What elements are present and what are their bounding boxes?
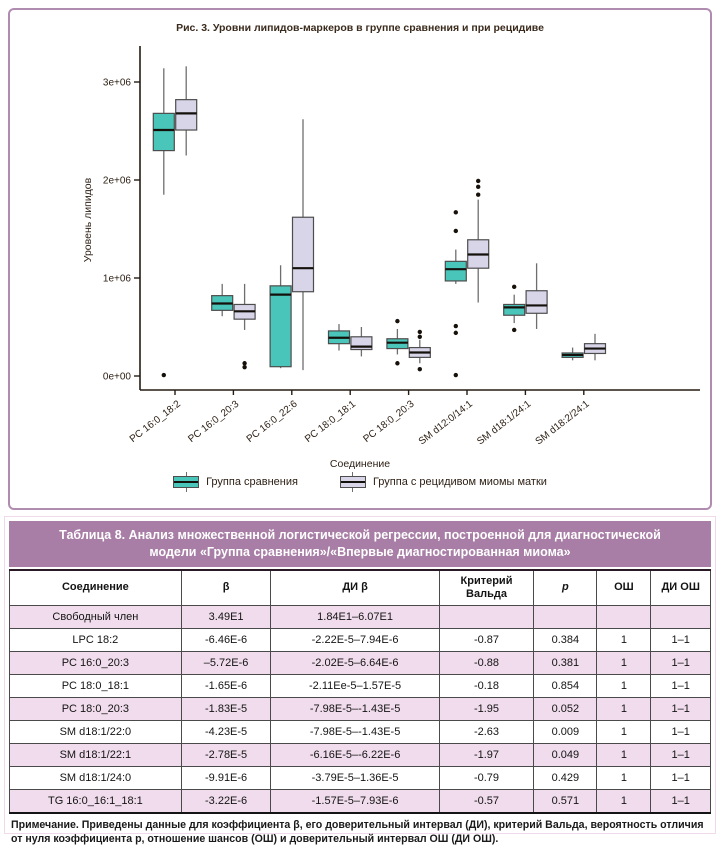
figure-title: Рис. 3. Уровни липидов-маркеров в группе сравнения и при рецидиве bbox=[176, 22, 544, 34]
cell: -0.87 bbox=[439, 628, 534, 651]
cell: 1–1 bbox=[651, 697, 711, 720]
table-section bbox=[4, 516, 716, 846]
outlier-dot bbox=[512, 285, 516, 289]
col-header-p: p bbox=[534, 570, 597, 606]
col-header-wald: Критерий Вальда bbox=[439, 570, 534, 606]
legend-label: Группа сравнения bbox=[206, 476, 298, 488]
table-title: Таблица 8. Анализ множественной логистической регрессии, построенной для диагностической модели «Группа сравнения»/«Впервые диагностированная миома» bbox=[9, 521, 711, 567]
cell: -3.22E-6 bbox=[181, 789, 271, 813]
outlier-dot bbox=[476, 193, 480, 197]
outlier-dot bbox=[454, 324, 458, 328]
box bbox=[176, 100, 197, 130]
cell: 0.384 bbox=[534, 628, 597, 651]
col-header-or: ОШ bbox=[597, 570, 651, 606]
cell: -1.57E-5–7.93E-6 bbox=[271, 789, 439, 813]
cell: 1–1 bbox=[651, 743, 711, 766]
legend-item-comparison-group bbox=[173, 472, 298, 492]
outlier-dot bbox=[476, 185, 480, 189]
cell: 1–1 bbox=[651, 628, 711, 651]
outlier-dot bbox=[395, 319, 399, 323]
table-row bbox=[10, 605, 711, 628]
outlier-dot bbox=[454, 210, 458, 214]
legend-item-relapse-group bbox=[340, 472, 547, 492]
cell: -6.46E-6 bbox=[181, 628, 271, 651]
col-header-ci-beta: ДИ β bbox=[271, 570, 439, 606]
cell: -9.91E-6 bbox=[181, 766, 271, 789]
cell: 0.571 bbox=[534, 789, 597, 813]
cell: -0.18 bbox=[439, 674, 534, 697]
boxplot-glyph-icon bbox=[340, 472, 366, 492]
x-tick-label: PC 16:0_18:2 bbox=[127, 398, 183, 446]
cell: -1.97 bbox=[439, 743, 534, 766]
box bbox=[526, 291, 547, 314]
cell: PC 18:0_18:1 bbox=[10, 674, 182, 697]
cell: 1 bbox=[597, 766, 651, 789]
cell: SM d18:1/22:0 bbox=[10, 720, 182, 743]
cell: -0.57 bbox=[439, 789, 534, 813]
cell: 1–1 bbox=[651, 674, 711, 697]
table-row bbox=[10, 674, 711, 697]
cell bbox=[439, 605, 534, 628]
outlier-dot bbox=[418, 367, 422, 371]
cell: -0.79 bbox=[439, 766, 534, 789]
outlier-dot bbox=[454, 373, 458, 377]
cell: 1 bbox=[597, 789, 651, 813]
cell: -6.16E-5–-6.22E-6 bbox=[271, 743, 439, 766]
cell: 1 bbox=[597, 720, 651, 743]
cell: 0.052 bbox=[534, 697, 597, 720]
cell: SM d18:1/22:1 bbox=[10, 743, 182, 766]
cell: -7.98E-5–-1.43E-5 bbox=[271, 720, 439, 743]
cell: -3.79E-5–1.36E-5 bbox=[271, 766, 439, 789]
cell bbox=[651, 605, 711, 628]
col-header-compound: Соединение bbox=[10, 570, 182, 606]
y-axis-label: Уровень липидов bbox=[82, 177, 94, 263]
cell: 1.84E1–6.07E1 bbox=[271, 605, 439, 628]
x-tick-label: PC 16:0_22:6 bbox=[244, 398, 300, 446]
legend-label: Группа с рецидивом миомы матки bbox=[372, 476, 547, 488]
cell: PC 16:0_20:3 bbox=[10, 651, 182, 674]
outlier-dot bbox=[162, 373, 166, 377]
cell: TG 16:0_16:1_18:1 bbox=[10, 789, 182, 813]
cell: 1–1 bbox=[651, 789, 711, 813]
cell: –5.72E-6 bbox=[181, 651, 271, 674]
cell: 1–1 bbox=[651, 651, 711, 674]
cell: 0.854 bbox=[534, 674, 597, 697]
cell: -1.83E-5 bbox=[181, 697, 271, 720]
table-row bbox=[10, 743, 711, 766]
cell: LPC 18:2 bbox=[10, 628, 182, 651]
outlier-dot bbox=[512, 328, 516, 332]
col-header-ci-or: ДИ ОШ bbox=[651, 570, 711, 606]
y-tick-label: 2e+06 bbox=[102, 175, 131, 187]
y-tick-label: 3e+06 bbox=[102, 77, 131, 89]
cell: -2.02E-5–6.64E-6 bbox=[271, 651, 439, 674]
table-header-row bbox=[10, 570, 711, 606]
cell: 1 bbox=[597, 651, 651, 674]
chart-legend bbox=[10, 472, 710, 492]
table-row bbox=[10, 651, 711, 674]
x-axis-title: Соединение bbox=[329, 458, 391, 470]
x-tick-label: SM d18:2/24:1 bbox=[533, 398, 592, 448]
outlier-dot bbox=[476, 179, 480, 183]
cell: -1.65E-6 bbox=[181, 674, 271, 697]
box bbox=[270, 286, 291, 367]
cell: -2.63 bbox=[439, 720, 534, 743]
boxplot-glyph-icon bbox=[173, 472, 199, 492]
outlier-dot bbox=[242, 365, 246, 369]
cell: 0.429 bbox=[534, 766, 597, 789]
cell: 0.009 bbox=[534, 720, 597, 743]
cell: 1 bbox=[597, 628, 651, 651]
cell: PC 18:0_20:3 bbox=[10, 697, 182, 720]
table-row bbox=[10, 628, 711, 651]
cell: 0.049 bbox=[534, 743, 597, 766]
table-row bbox=[10, 720, 711, 743]
y-tick-label: 1e+06 bbox=[102, 273, 131, 285]
cell: 1–1 bbox=[651, 720, 711, 743]
box bbox=[445, 261, 466, 281]
outlier-dot bbox=[454, 331, 458, 335]
col-header-beta: β bbox=[181, 570, 271, 606]
cell: 1 bbox=[597, 743, 651, 766]
table-row bbox=[10, 697, 711, 720]
cell: -1.95 bbox=[439, 697, 534, 720]
cell: -2.78E-5 bbox=[181, 743, 271, 766]
box bbox=[293, 217, 314, 291]
table-row bbox=[10, 766, 711, 789]
cell: SM d18:1/24:0 bbox=[10, 766, 182, 789]
outlier-dot bbox=[454, 229, 458, 233]
cell: 1–1 bbox=[651, 766, 711, 789]
boxplot-svg bbox=[10, 10, 708, 462]
cell: Свободный член bbox=[10, 605, 182, 628]
table-note: Примечание. Приведены данные для коэффициента β, его доверительный интервал (ДИ), критерий Вальда, вероятность отличия от нуля коэффициента p, отношение шансов (ОШ) и доверительный интервал ОШ (ДИ ОШ). bbox=[11, 818, 704, 846]
cell: 1 bbox=[597, 697, 651, 720]
box bbox=[153, 113, 174, 150]
x-tick-label: PC 18:0_20:3 bbox=[361, 398, 417, 446]
outlier-dot bbox=[418, 330, 422, 334]
outlier-dot bbox=[395, 361, 399, 365]
figure-panel bbox=[8, 8, 712, 510]
cell: 0.381 bbox=[534, 651, 597, 674]
cell bbox=[597, 605, 651, 628]
x-tick-label: PC 16:0_20:3 bbox=[186, 398, 242, 446]
outlier-dot bbox=[242, 361, 246, 365]
cell: -0.88 bbox=[439, 651, 534, 674]
cell: -2.11Ee-5–1.57E-5 bbox=[271, 674, 439, 697]
cell: 1 bbox=[597, 674, 651, 697]
x-tick-label: SM d18:1/24:1 bbox=[475, 398, 534, 448]
outlier-dot bbox=[418, 335, 422, 339]
cell: -4.23E-5 bbox=[181, 720, 271, 743]
x-tick-label: PC 18:0_18:1 bbox=[303, 398, 359, 446]
x-tick-label: SM d12:0/14:1 bbox=[416, 398, 475, 448]
regression-table bbox=[9, 569, 711, 814]
table-row bbox=[10, 789, 711, 813]
box bbox=[504, 304, 525, 315]
cell: -7.98E-5–-1.43E-5 bbox=[271, 697, 439, 720]
cell: -2.22E-5–7.94E-6 bbox=[271, 628, 439, 651]
cell: 3.49E1 bbox=[181, 605, 271, 628]
cell bbox=[534, 605, 597, 628]
y-tick-label: 0e+00 bbox=[102, 371, 131, 383]
